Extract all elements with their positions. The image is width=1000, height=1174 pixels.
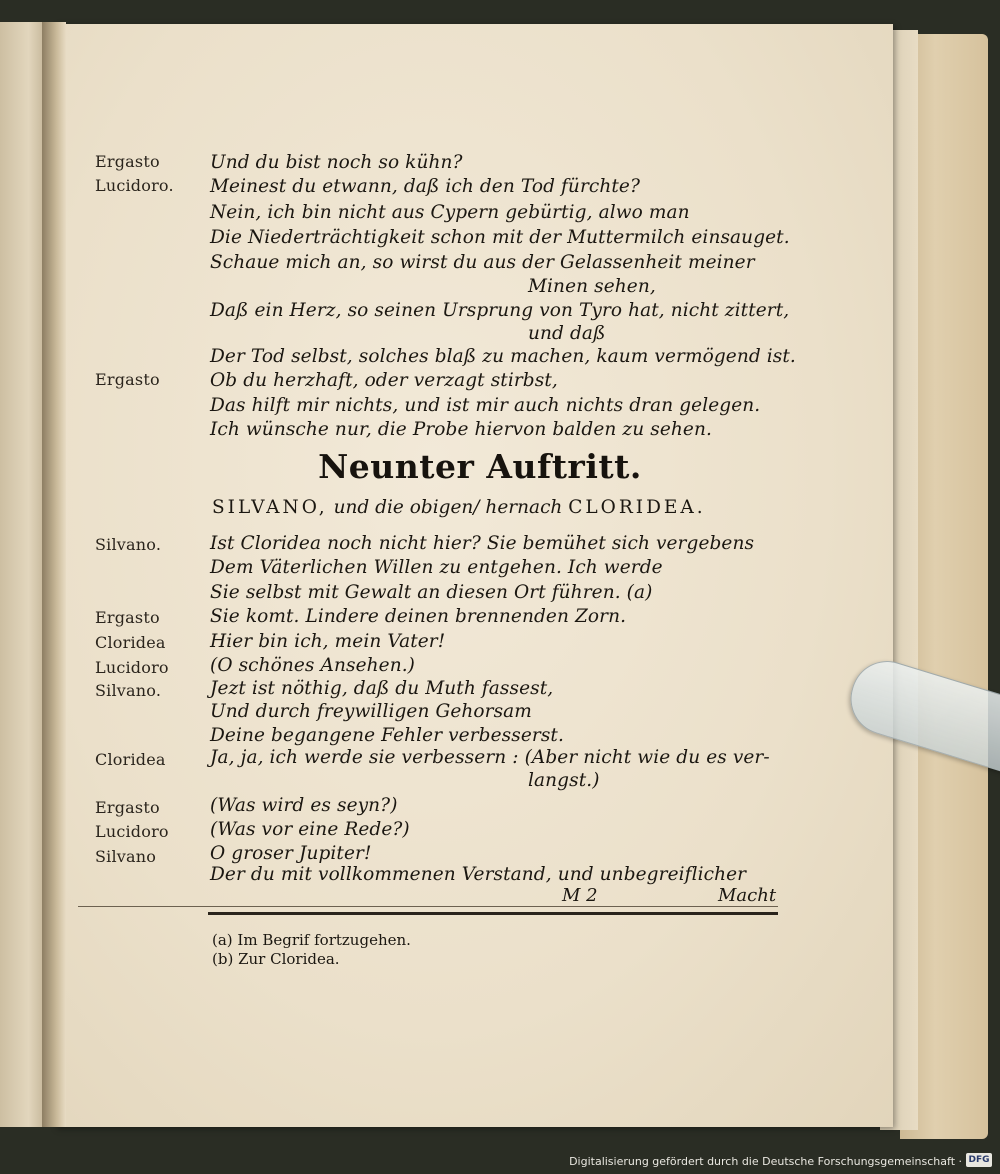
- footnote: (b) Zur Cloridea.: [212, 950, 340, 968]
- speaker-label: Lucidoro: [95, 658, 169, 677]
- footnote-rule: [78, 906, 778, 907]
- speaker-label: Cloridea: [95, 750, 166, 769]
- verse-line: Sie komt. Lindere deinen brennenden Zorn.: [210, 606, 627, 627]
- verse-line: Ist Cloridea noch nicht hier? Sie bemühet sich vergebens: [210, 533, 755, 554]
- verse-line: Nein, ich bin nicht aus Cypern gebürtig, alwo man: [210, 202, 690, 223]
- scene-cast-line: [212, 497, 706, 518]
- signature-mark: M 2: [562, 885, 598, 906]
- footnote: (a) Im Begrif fortzugehen.: [212, 931, 411, 949]
- verse-line: Und du bist noch so kühn?: [210, 152, 463, 173]
- verse-line: Jezt ist nöthig, daß du Muth fassest,: [210, 678, 554, 699]
- verse-line: (Was wird es seyn?): [210, 795, 398, 816]
- verse-line: (O schönes Ansehen.): [210, 655, 416, 676]
- verse-line-continuation: langst.): [528, 770, 600, 791]
- verse-line: Dem Väterlichen Willen zu entgehen. Ich werde: [210, 557, 663, 578]
- cast-name: CLORIDEA.: [568, 497, 706, 518]
- verse-line: Ich wünsche nur, die Probe hiervon balden zu sehen.: [210, 419, 712, 440]
- speaker-label: Ergasto: [95, 370, 160, 389]
- cast-connector: und die obigen/ hernach: [327, 497, 569, 518]
- verse-line: Sie selbst mit Gewalt an diesen Ort führen. (a): [210, 582, 653, 603]
- verse-line: O groser Jupiter!: [210, 843, 372, 864]
- verse-line: Das hilft mir nichts, und ist mir auch nichts dran gelegen.: [210, 395, 761, 416]
- speaker-label: Lucidoro: [95, 822, 169, 841]
- speaker-label: Ergasto: [95, 798, 160, 817]
- verse-line-continuation: Minen sehen,: [528, 276, 656, 297]
- speaker-label: Ergasto: [95, 608, 160, 627]
- speaker-label: Silvano: [95, 847, 157, 866]
- verse-line: Der Tod selbst, solches blaß zu machen, kaum vermögend ist.: [210, 346, 796, 367]
- verse-line: Die Niederträchtigkeit schon mit der Muttermilch einsauget.: [210, 227, 790, 248]
- speaker-label: Lucidoro.: [95, 176, 174, 195]
- verse-line: (Was vor eine Rede?): [210, 819, 410, 840]
- verse-line: Und durch freywilligen Gehorsam: [210, 701, 532, 722]
- scene-heading: [0, 447, 1000, 486]
- verse-line: Deine begangene Fehler verbesserst.: [210, 725, 564, 746]
- verse-line: Ja, ja, ich werde sie verbessern : (Aber nicht wie du es ver-: [210, 747, 770, 768]
- verse-line: Der du mit vollkommenen Verstand, und unbegreiflicher: [210, 864, 747, 885]
- dfg-logo: DFG: [966, 1153, 992, 1167]
- footnote-rule-thick: [208, 912, 778, 915]
- speaker-label: Silvano.: [95, 535, 162, 554]
- verse-line: Schaue mich an, so wirst du aus der Gelassenheit meiner: [210, 252, 755, 273]
- scene-heading-text: Neunter Auftritt.: [318, 447, 642, 486]
- catchword: Macht: [718, 885, 777, 906]
- book-gutter: [42, 22, 66, 1127]
- digitization-credit: Digitalisierung gefördert durch die Deutsche Forschungsgemeinschaft ·: [569, 1155, 962, 1168]
- speaker-label: Ergasto: [95, 152, 160, 171]
- speaker-label: Silvano.: [95, 681, 162, 700]
- speaker-label: Cloridea: [95, 633, 166, 652]
- verse-line: Meinest du etwann, daß ich den Tod fürchte?: [210, 176, 640, 197]
- cast-name: SILVANO,: [212, 497, 328, 518]
- verse-line: Hier bin ich, mein Vater!: [210, 631, 446, 652]
- verse-line-continuation: und daß: [528, 323, 606, 344]
- verse-line: Ob du herzhaft, oder verzagt stirbst,: [210, 370, 558, 391]
- verse-line: Daß ein Herz, so seinen Ursprung von Tyro hat, nicht zittert,: [210, 300, 790, 321]
